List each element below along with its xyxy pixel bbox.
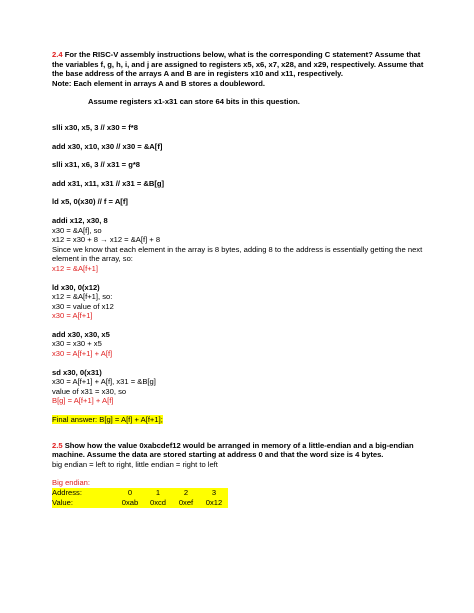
instr-9: sd x30, 0(x31) [52,367,102,377]
instr-7-result: x30 = A[f+1] [52,311,93,321]
instr-5: ld x5, 0(x30) // f = A[f] [52,197,128,207]
instr-1: slli x30, x5, 3 // x30 = f*8 [52,122,138,132]
big-endian-label: Big endian: [52,478,90,488]
address-cell: 3 [200,488,228,498]
instr-7: ld x30, 0(x12) [52,282,100,292]
instr-7-line-2: x30 = value of x12 [52,301,114,311]
value-label: Value: [52,498,116,508]
q25-hint: big endian = left to right, little endian = right to left [52,459,218,469]
instr-6-line-1: x30 = &A[f], so [52,225,102,235]
q24-number: 2.4 [52,50,63,59]
instr-9-line-2: value of x31 = x30, so [52,386,127,396]
value-cell: 0xef [172,498,200,508]
final-answer [52,415,424,425]
instr-6: addi x12, x30, 8 [52,215,108,225]
document-page [52,50,424,508]
instr-6-result: x12 = &A[f+1] [52,263,99,273]
value-cell: 0x12 [200,498,228,508]
instr-8-result: x30 = A[f+1] + A[f] [52,349,113,359]
address-cell: 2 [172,488,200,498]
q24-prompt-text: For the RISC-V assembly instructions below, what is the corresponding C statement? Assume that the variables f, g, h, i, and j are assigned to registers x5, x6, x7, x28, and x29, respectively. Assume that the base address of the arrays A and B are in registers x10 and x11, respectively. [52,50,424,79]
instr-7-line-1: x12 = &A[f+1], so: [52,292,113,302]
instr-6-line-2: x12 = x30 + 8 → x12 = &A[f] + 8 [52,235,161,245]
instr-9-result: B[g] = A[f+1] + A[f] [52,396,114,406]
q24-note: Note: Each element in arrays A and B stores a doubleword. [52,78,265,88]
instr-3: slli x31, x6, 3 // x31 = g*8 [52,160,141,170]
instr-9-line-1: x30 = A[f+1] + A[f], x31 = &B[g] [52,377,156,387]
address-cell: 0 [116,488,144,498]
q24-assume: Assume registers x1-x31 can store 64 bits in this question. [88,97,300,107]
q25-prompt [52,441,424,460]
instr-8: add x30, x30, x5 [52,329,110,339]
q25-number: 2.5 [52,440,63,450]
value-cell: 0xab [116,498,144,508]
q24-prompt [52,50,424,79]
q25-prompt-text: Show how the value 0xabcdef12 would be arranged in memory of a little-endian and a big-endian machine. Assume the data are stored starting at address 0 and that the word size is 4 bytes. [52,440,414,460]
big-endian-table [52,488,424,508]
instr-4: add x31, x11, x31 // x31 = &B[g] [52,178,165,188]
instr-6-line-3: Since we know that each element in the array is 8 bytes, adding 8 to the address is essentially getting the next element in the array, so: [52,244,423,264]
address-cell: 1 [144,488,172,498]
address-label: Address: [52,488,116,498]
instr-2: add x30, x10, x30 // x30 = &A[f] [52,141,163,151]
value-cell: 0xcd [144,498,172,508]
final-answer-text: Final answer: B[g] = A[f] + A[f+1]; [52,415,163,425]
instr-8-line-1: x30 = x30 + x5 [52,339,102,349]
